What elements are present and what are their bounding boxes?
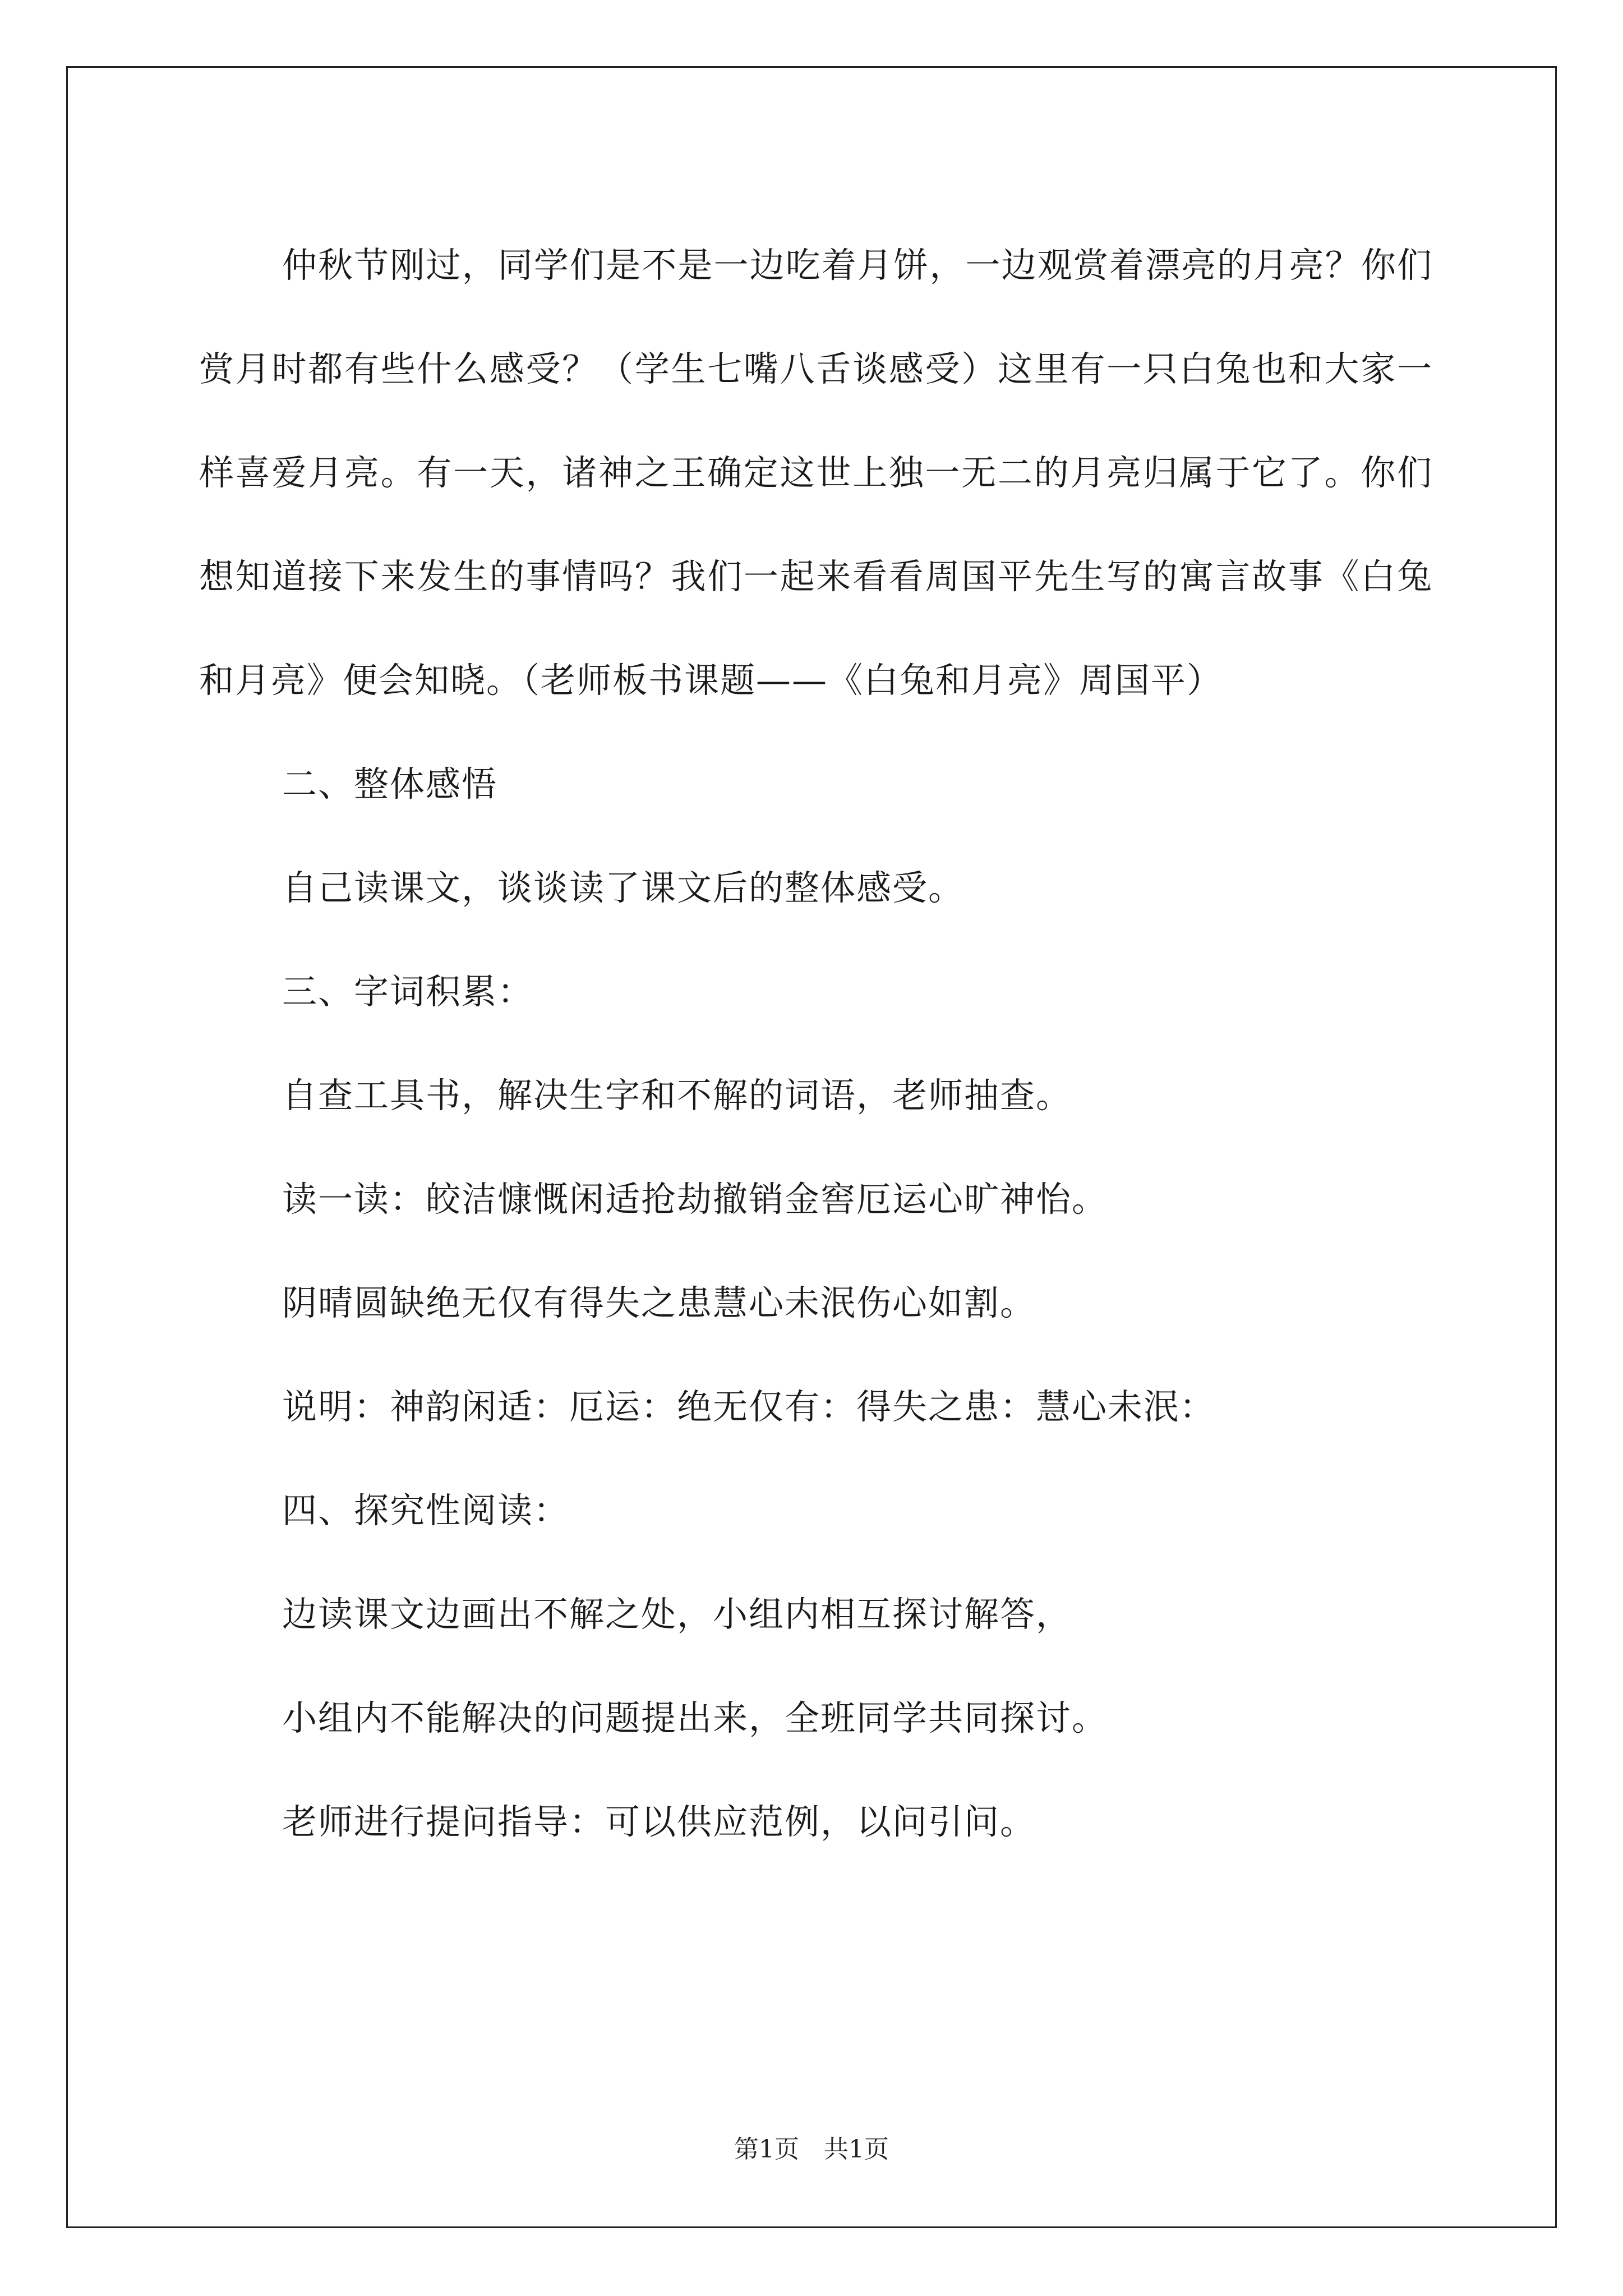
paragraph-teacher-guidance: 老师进行提问指导：可以供应范例，以问引问。	[282, 1801, 1036, 1842]
paragraph-read-words: 读一读：皎洁慷慨闲适抢劫撤销金窖厄运心旷神怡。	[282, 1179, 1108, 1220]
paragraph-reference-books: 自查工具书，解决生字和不解的词语，老师抽查。	[282, 1075, 1072, 1116]
section-heading-vocabulary: 三、字词积累：	[282, 971, 534, 1012]
page-number-footer: 第1页 共1页	[734, 2135, 889, 2164]
paragraph-read-text: 自己读课文，谈谈读了课文后的整体感受。	[282, 867, 965, 908]
paragraph-idioms: 阴晴圆缺绝无仅有得失之患慧心未泯伤心如割。	[282, 1282, 1036, 1323]
intro-paragraph: 仲秋节刚过，同学们是不是一边吃着月饼，一边观赏着漂亮的月亮？你们赏月时都有些什么感受？（学生七嘴八舌谈感受）这里有一只白兔也和大家一样喜爱月亮。有一天，诸神之王确定这世上独一无二的月亮归属于它了。你们想知道接下来发生的事情吗？我们一起来看看周国平先生写的寓言故事《白兔和月亮》便会知晓。（老师板书课题——《白兔和月亮》周国平）	[199, 245, 1433, 701]
document-body	[199, 213, 1433, 1874]
section-heading-inquiry: 四、探究性阅读：	[282, 1490, 570, 1531]
paragraph-group-discussion: 小组内不能解决的问题提出来，全班同学共同探讨。	[282, 1697, 1108, 1738]
paragraph-explanation: 说明：神韵闲适：厄运：绝无仅有：得失之患：慧心未泯：	[282, 1386, 1216, 1427]
section-heading-overall: 二、整体感悟	[282, 763, 498, 804]
paragraph-mark-questions: 边读课文边画出不解之处，小组内相互探讨解答，	[282, 1594, 1072, 1635]
